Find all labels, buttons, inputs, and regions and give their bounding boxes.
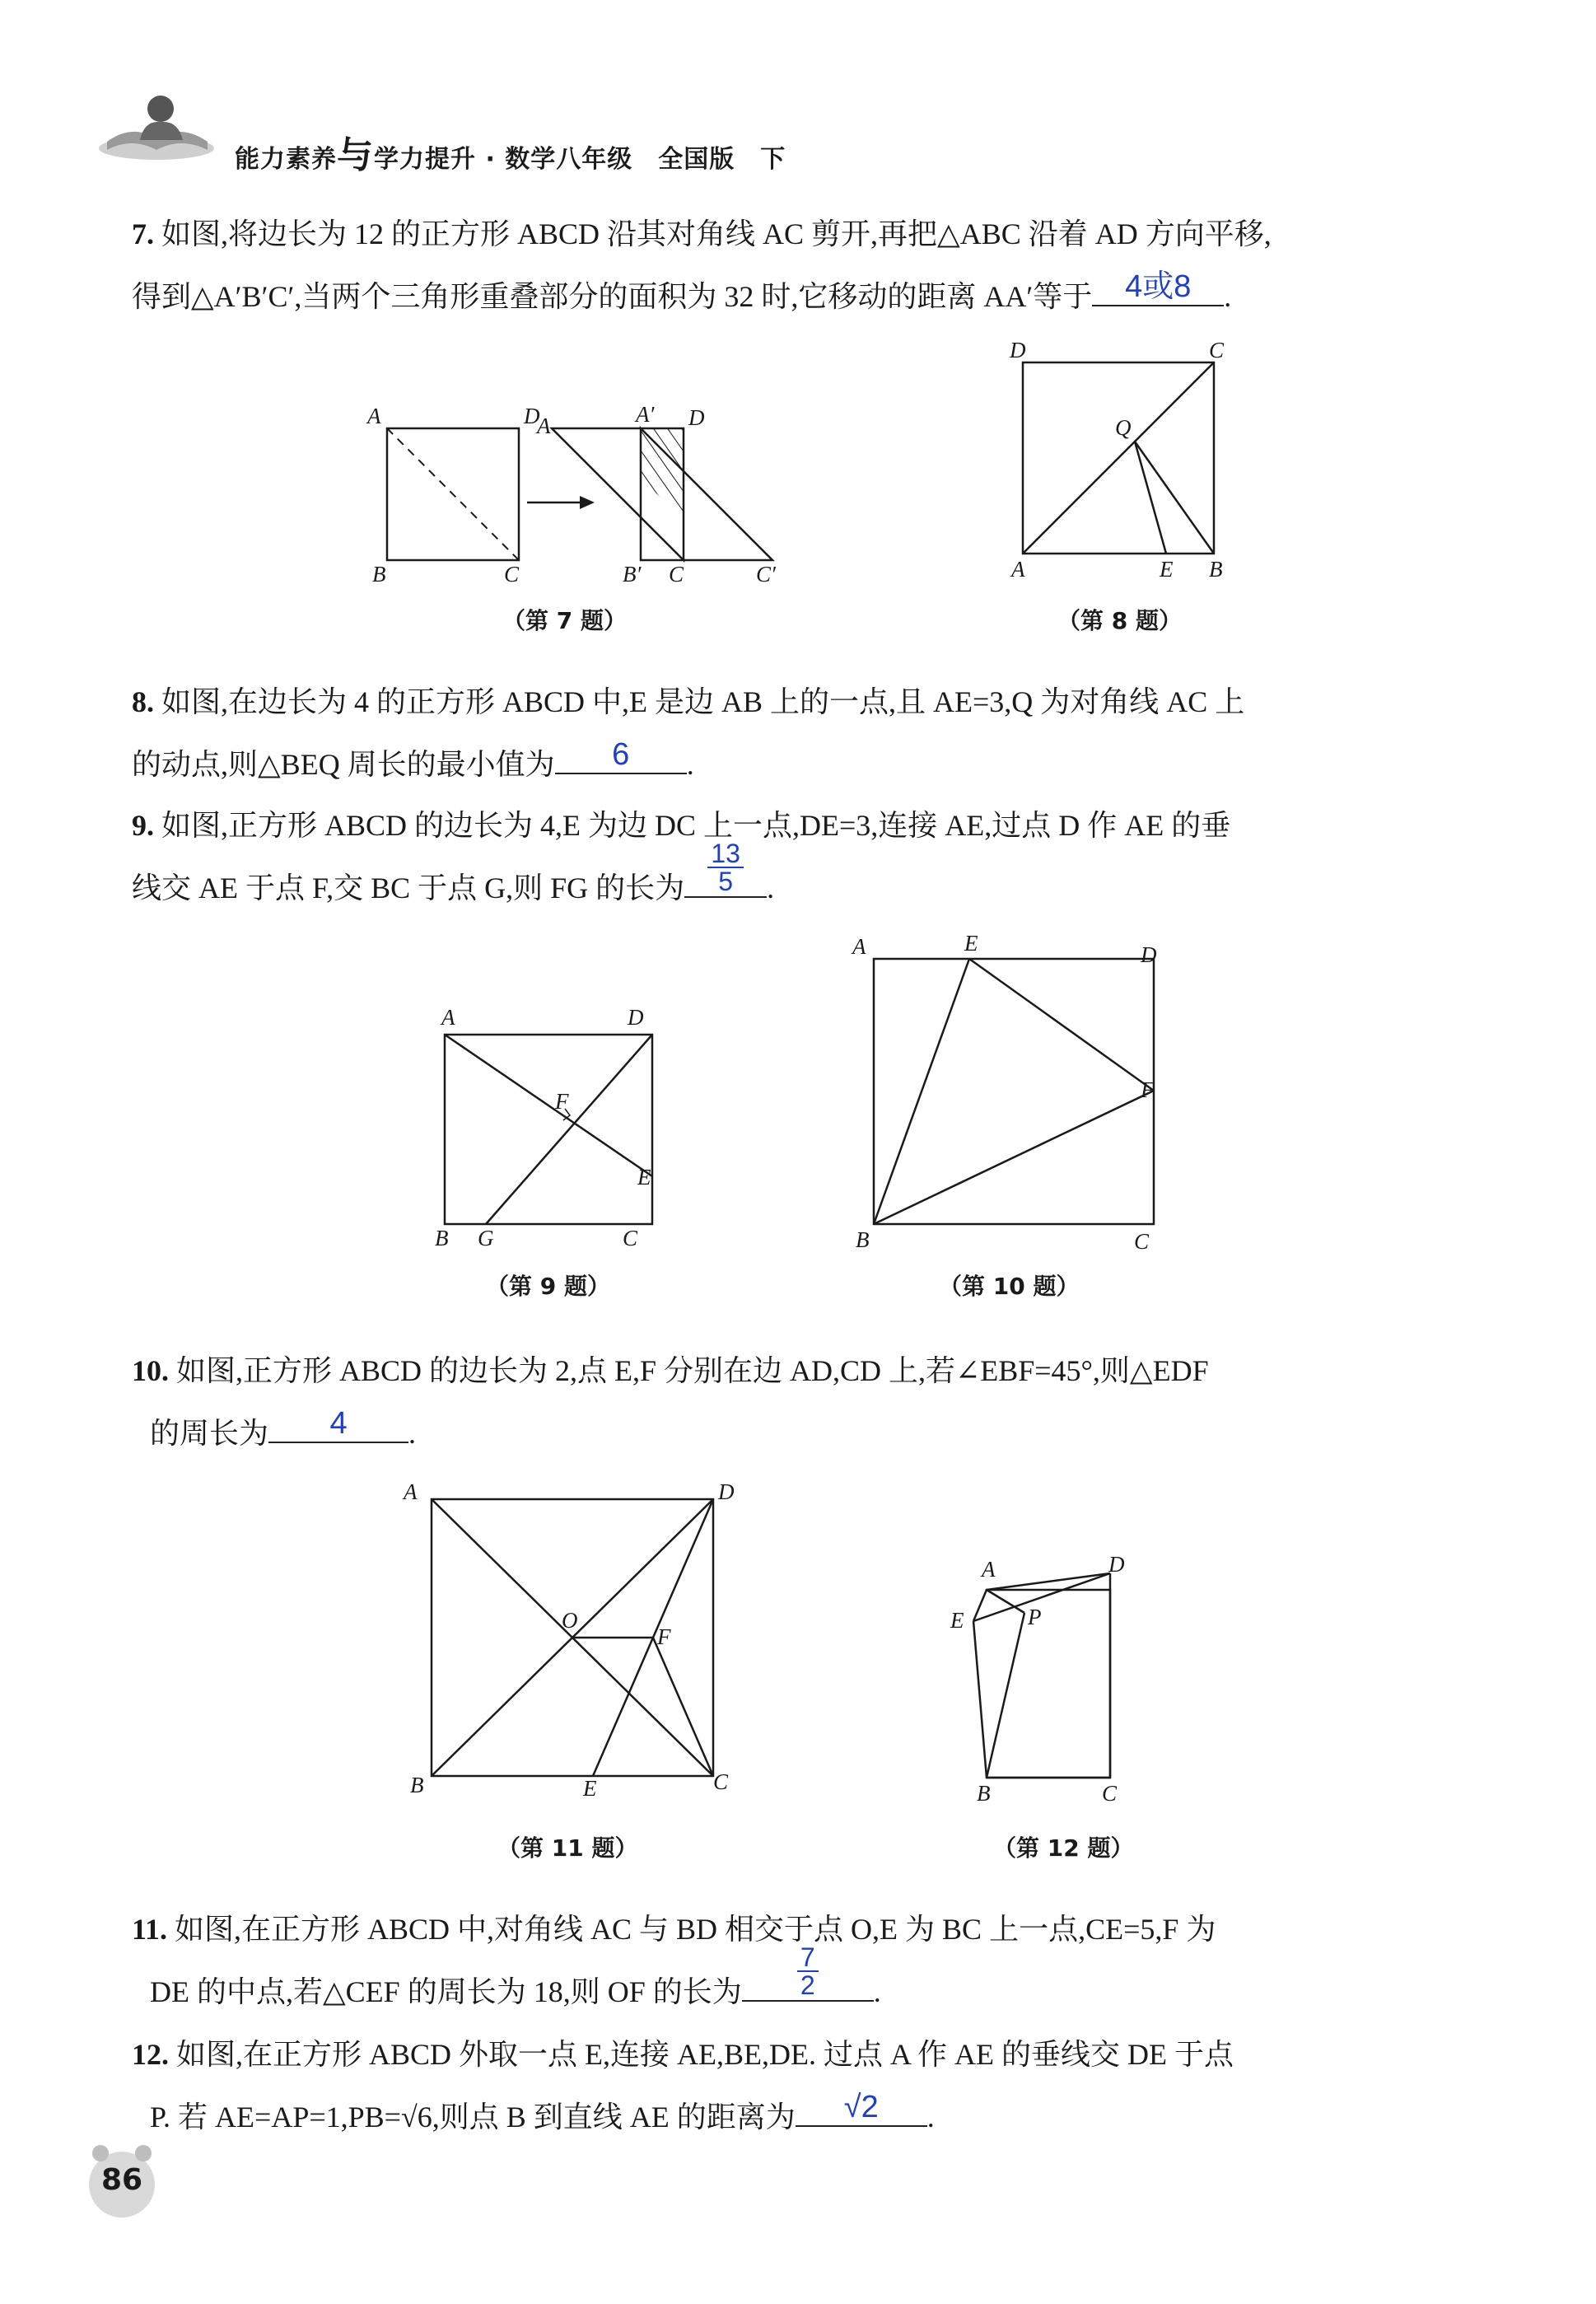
fig10-label: A (852, 934, 866, 959)
fig12-label: A (982, 1557, 996, 1582)
fig11-label: E (583, 1776, 597, 1801)
fig7-label: A (367, 404, 381, 428)
question-7: 7. 如图,将边长为 12 的正方形 ABCD 沿其对角线 AC 剪开,再把△ABC 沿着 AD 方向平移, 得到△A′B′C′,当两个三角形重叠部分的面积为 32 时,它移动的距离 AA′等于 4或8 . (132, 217, 1272, 313)
fig9-label: F (555, 1089, 569, 1114)
answer-blank-12: √2 (796, 2092, 927, 2127)
fig7-label: C′ (756, 562, 776, 585)
fig10-label: C (1134, 1229, 1150, 1254)
fig11-label: B (410, 1773, 424, 1797)
question-11: 11. 如图,在正方形 ABCD 中,对角线 AC 与 BD 相交于点 O,E 为 BC 上一点,CE=5,F 为 DE 的中点,若△CEF 的周长为 18,则 OF 的长为 $\frac{7}{2}$ . (132, 1913, 1216, 2008)
figure-9-caption: （第 9 题） (486, 1273, 610, 1300)
fig8-label: B (1209, 557, 1223, 582)
fig8-label: Q (1115, 415, 1132, 440)
fig7-label: B (372, 562, 386, 585)
answer-blank-7: 4或8 (1092, 272, 1224, 306)
fig7-label: D (524, 404, 540, 428)
fig10-label: E (964, 931, 978, 956)
figure-9 (428, 993, 675, 1257)
fig9-label: E (637, 1165, 651, 1189)
fig9-label: C (623, 1226, 638, 1250)
answer-blank-9: $\frac{13}{5}$ (684, 863, 767, 898)
page-number: 86 (100, 2163, 143, 2197)
figure-8 (996, 333, 1244, 588)
fig9-label: B (435, 1226, 449, 1250)
fig8-label: A (1011, 557, 1025, 582)
fig12-label: C (1102, 1781, 1118, 1806)
reader-logo-icon (99, 91, 239, 165)
answer-blank-8: 6 (555, 740, 687, 774)
page-header (99, 91, 1005, 176)
page-number-badge (82, 2142, 161, 2221)
figure-10 (844, 926, 1190, 1255)
fig7-label: D (688, 405, 705, 430)
question-12: 12. 如图,在正方形 ABCD 外取一点 E,连接 AE,BE,DE. 过点 A 作 AE 的垂线交 DE 于点 P. 若 AE=AP=1,PB=√6,则点 B 到直线 AE 的距离为 √2 . (132, 2038, 1234, 2133)
fig10-label: F (1141, 1077, 1155, 1102)
fig8-label: D (1010, 338, 1026, 362)
figure-7-caption: （第 7 题） (502, 607, 627, 634)
fig11-label: F (657, 1624, 671, 1649)
figure-11-caption: （第 11 题） (497, 1834, 638, 1862)
fig7-label: C (504, 562, 520, 585)
fig12-label: B (977, 1781, 991, 1806)
fig11-label: C (713, 1769, 729, 1794)
fig9-label: A (441, 1005, 455, 1030)
answer-blank-10: 4 (268, 1409, 408, 1443)
fig10-label: B (856, 1227, 870, 1252)
figure-8-caption: （第 8 题） (1057, 607, 1182, 634)
question-10: 10. 如图,正方形 ABCD 的边长为 2,点 E,F 分别在边 AD,CD 上,若∠EBF=45°,则△EDF 的周长为 4 . (132, 1354, 1209, 1450)
fig11-label: A (404, 1479, 418, 1504)
fig10-label: D (1141, 942, 1157, 967)
fig7-label: B′ (623, 562, 642, 585)
fig8-label: C (1209, 338, 1225, 362)
figure-10-caption: （第 10 题） (939, 1273, 1080, 1300)
fig12-label: P (1028, 1605, 1042, 1629)
answer-blank-11: $\frac{7}{2}$ (742, 1967, 874, 2002)
fig7-label: A′ (636, 402, 655, 427)
figure-11 (395, 1474, 758, 1820)
figure-12 (922, 1557, 1202, 1820)
fig7-label: C (669, 562, 684, 585)
fig9-label: D (628, 1005, 644, 1030)
figure-7 (362, 395, 807, 585)
fig9-label: G (478, 1226, 494, 1250)
fig11-label: O (562, 1608, 578, 1633)
fig11-label: D (718, 1479, 735, 1504)
fig12-label: D (1108, 1557, 1125, 1577)
question-8: 8. 如图,在边长为 4 的正方形 ABCD 中,E 是边 AB 上的一点,且 AE=3,Q 为对角线 AC 上 的动点,则△BEQ 周长的最小值为 6 . (132, 685, 1245, 781)
header-title: 能力素养与学力提升 · 数学八年级 全国版 下 (235, 134, 786, 176)
fig12-label: E (950, 1608, 964, 1633)
figure-12-caption: （第 12 题） (993, 1834, 1134, 1862)
fig8-label: E (1160, 557, 1174, 582)
fig7-label: A (537, 414, 551, 438)
question-9: 9. 如图,正方形 ABCD 的边长为 4,E 为边 DC 上一点,DE=3,连接 AE,过点 D 作 AE 的垂 线交 AE 于点 F,交 BC 于点 G,则 FG 的长为 $\frac{13}{5}$ . (132, 809, 1231, 904)
